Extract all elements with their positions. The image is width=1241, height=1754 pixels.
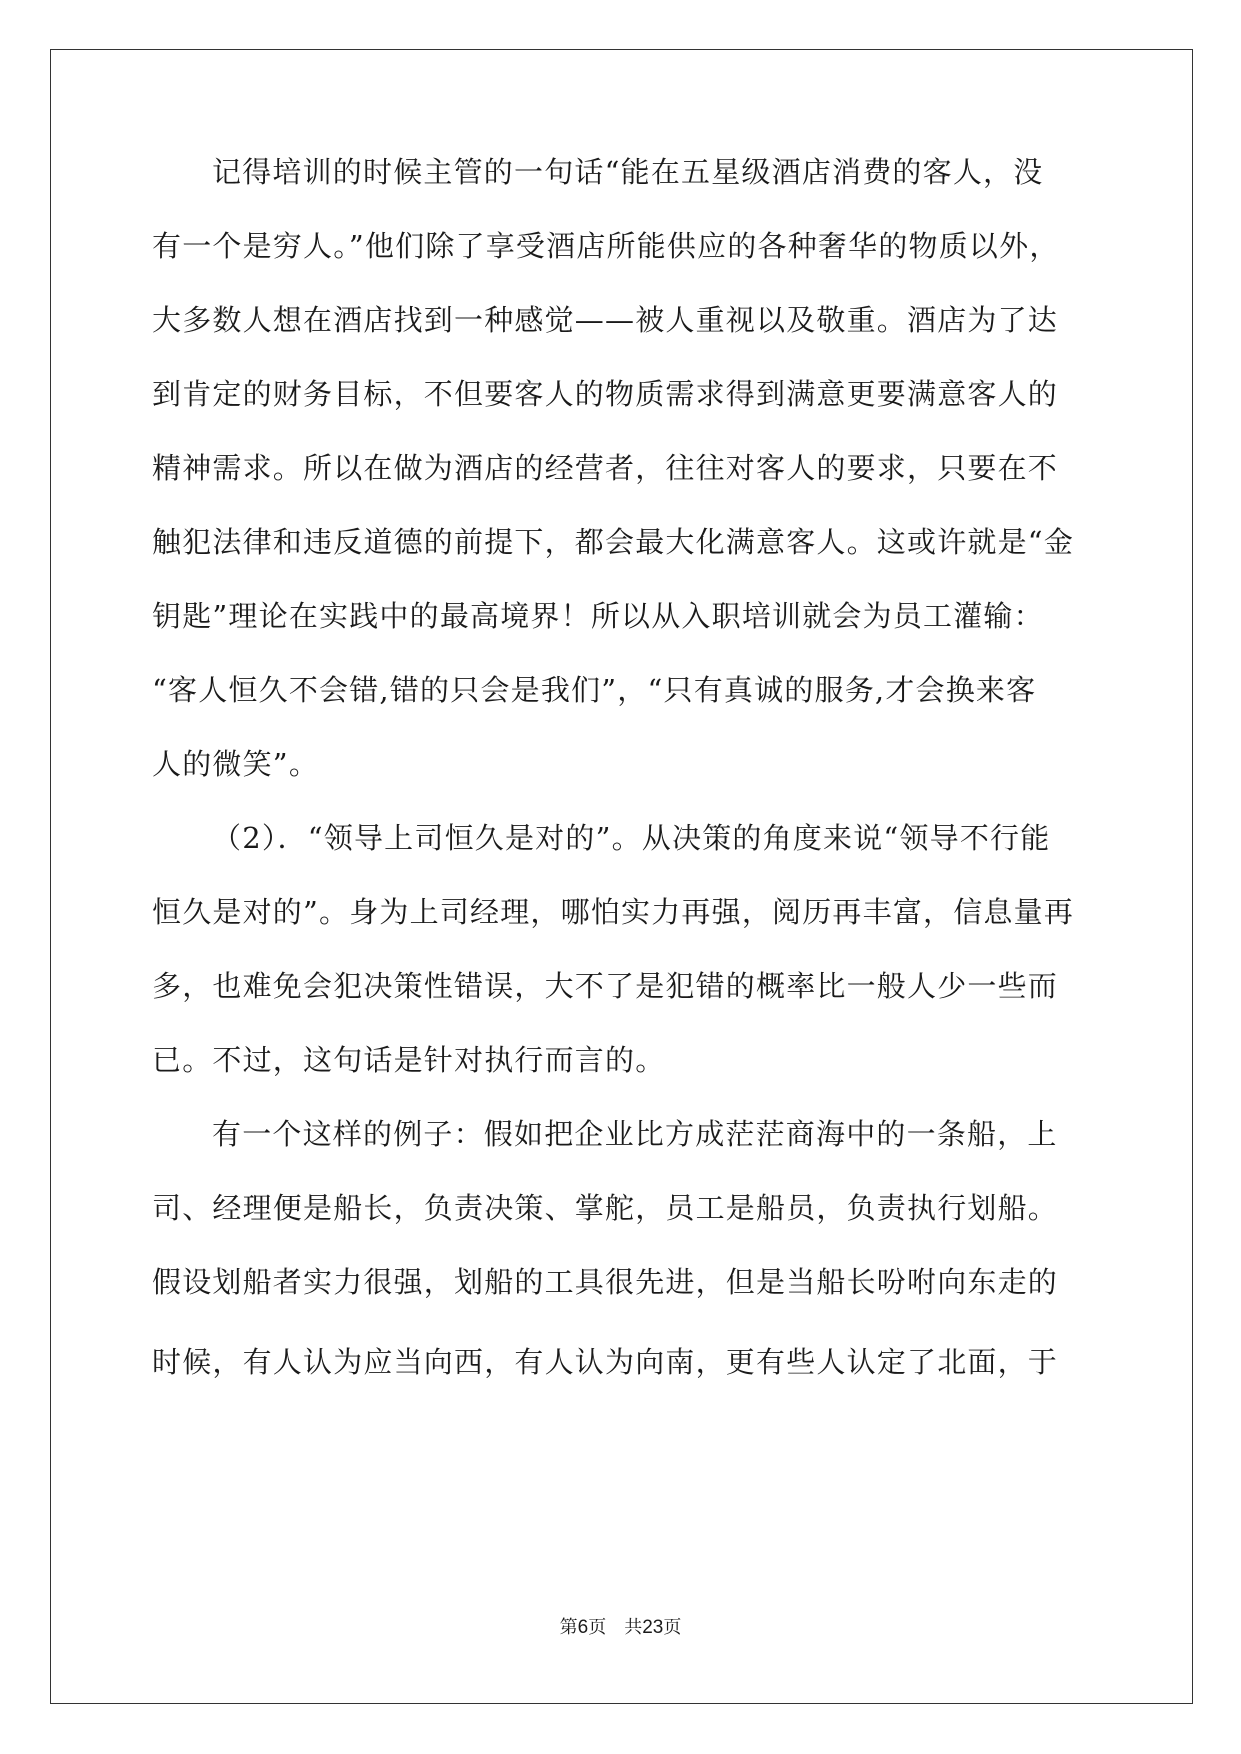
page-border <box>50 49 1193 1704</box>
paragraph-line: 假设划船者实力很强，划船的工具很先进，但是当船长吩咐向东走的 <box>152 1265 1059 1299</box>
footer-prefix: 第 <box>559 1617 578 1638</box>
paragraph-line: 大多数人想在酒店找到一种感觉——被人重视以及敬重。酒店为了达 <box>152 303 1059 337</box>
footer-page-number: 6 <box>577 1617 589 1638</box>
footer-suffix: 页 <box>663 1617 682 1638</box>
paragraph-line: 精神需求。所以在做为酒店的经营者，往往对客人的要求，只要在不 <box>152 451 1059 485</box>
paragraph-line: 恒久是对的”。身为上司经理，哪怕实力再强，阅历再丰富，信息量再 <box>152 895 1075 929</box>
paragraph-line: 记得培训的时候主管的一句话“能在五星级酒店消费的客人，没 <box>212 155 1044 189</box>
footer-total-pages: 23 <box>642 1617 664 1638</box>
paragraph-line: 到肯定的财务目标，不但要客人的物质需求得到满意更要满意客人的 <box>152 377 1059 411</box>
paragraph-line: 人的微笑”。 <box>152 747 320 781</box>
paragraph-line: 有一个是穷人。”他们除了享受酒店所能供应的各种奢华的物质以外， <box>152 229 1060 263</box>
footer-middle: 页 共 <box>588 1617 643 1638</box>
paragraph-line: 多，也难免会犯决策性错误，大不了是犯错的概率比一般人少一些而 <box>152 969 1059 1003</box>
paragraph-line: 有一个这样的例子：假如把企业比方成茫茫商海中的一条船，上 <box>212 1117 1058 1151</box>
page-footer <box>0 1616 1241 1640</box>
paragraph-line: 时候，有人认为应当向西，有人认为向南，更有些人认定了北面，于 <box>152 1345 1059 1379</box>
paragraph-line: “客人恒久不会错,错的只会是我们”，“只有真诚的服务,才会换来客 <box>152 673 1037 707</box>
paragraph-line: 钥匙”理论在实践中的最高境界！所以从入职培训就会为员工灌输： <box>152 599 1044 633</box>
paragraph-line: 已。不过，这句话是针对执行而言的。 <box>152 1043 666 1077</box>
paragraph-line: 司、经理便是船长，负责决策、掌舵，员工是船员，负责执行划船。 <box>152 1191 1059 1225</box>
paragraph-line: 触犯法律和违反道德的前提下，都会最大化满意客人。这或许就是“金 <box>152 525 1075 559</box>
paragraph-line: （2）．“领导上司恒久是对的”。从决策的角度来说“领导不行能 <box>212 821 1051 855</box>
